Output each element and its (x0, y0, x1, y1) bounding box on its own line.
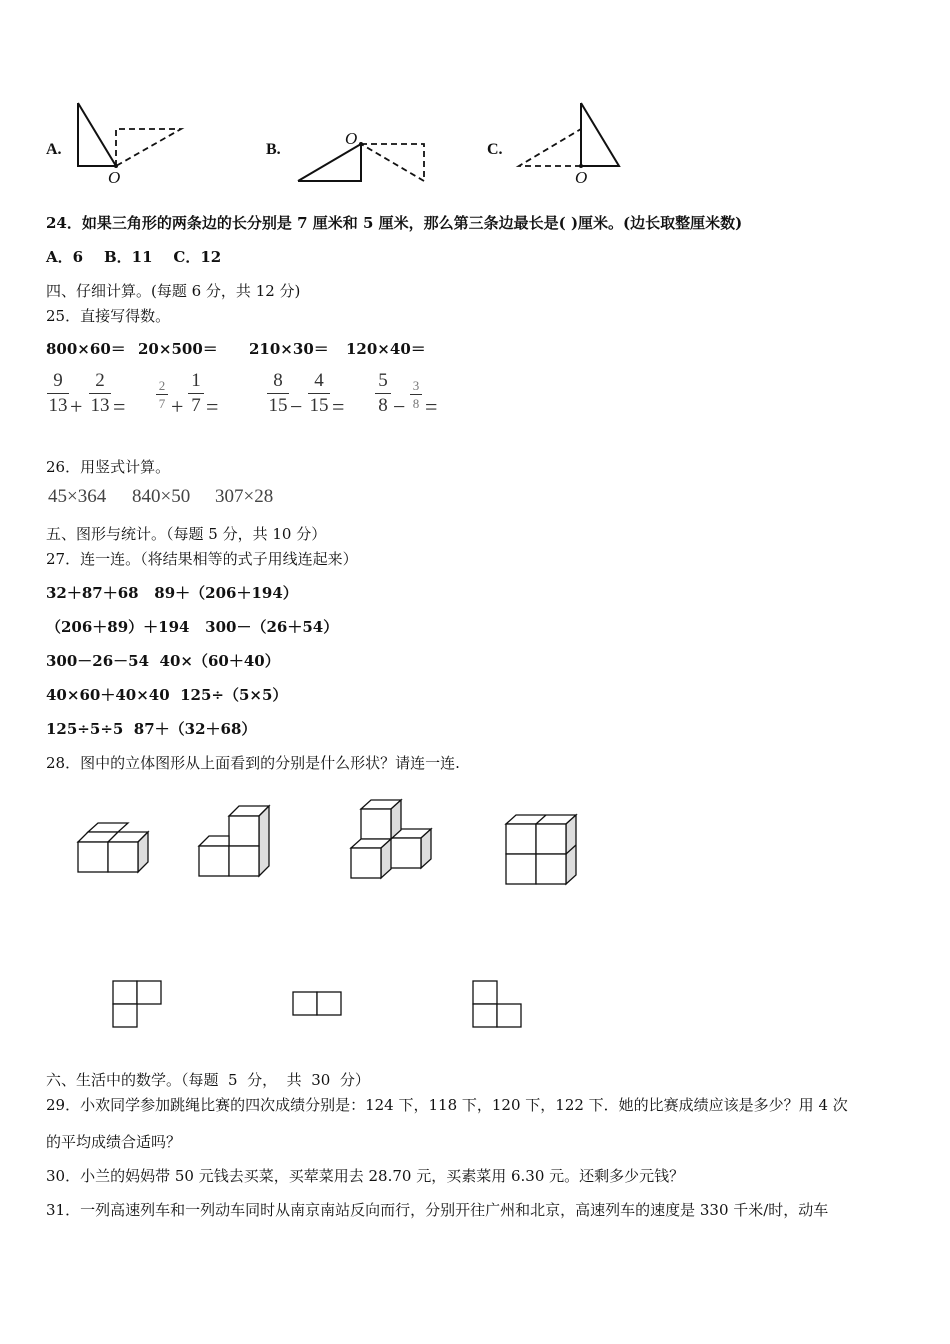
q27-row-2: （206＋89）＋194 300－（26＋54） (46, 618, 339, 636)
option-a-label: A. (46, 141, 62, 158)
fraction-1-7: 1 7 (188, 370, 204, 417)
minus-operator: − (393, 394, 406, 419)
q28-title: 28．图中的立体图形从上面看到的分别是什么形状？请连一连. (46, 754, 460, 772)
q27-row-3: 300－26－54 40×（60＋40） (46, 652, 280, 670)
section4-heading: 四、仔细计算。(每题 6 分，共 12 分) (46, 282, 301, 300)
q26-item-3: 307×28 (215, 486, 274, 507)
plus-operator: + (171, 394, 184, 419)
section5-heading: 五、图形与统计。（每题 5 分，共 10 分） (46, 525, 327, 543)
fraction-4-15: 4 15 (309, 370, 329, 416)
q25-title: 25．直接写得数。 (46, 307, 171, 325)
q29-line-2: 的平均成绩合适吗？ (46, 1133, 182, 1151)
q24-options: A．6 B．11 C．12 (46, 248, 222, 266)
q31-text: 31．一列高速列车和一列动车同时从南京南站反向而行，分别开往广州和北京，高速列车的速度是 330 千米/时，动车 (46, 1201, 829, 1219)
option-c-label: C. (487, 141, 503, 158)
equals-sign: = (206, 394, 219, 419)
minus-operator: − (290, 394, 303, 419)
q30-text: 30．小兰的妈妈带 50 元钱去买菜，买荤菜用去 28.70 元，买素菜用 6.30 元。还剩多少元钱？ (46, 1167, 685, 1185)
q26-item-1: 45×364 (48, 486, 107, 507)
q29-line-1: 29．小欢同学参加跳绳比赛的四次成绩分别是：124 下，118 下，120 下，122 下．她的比赛成绩应该是多少？用 4 次 (46, 1096, 848, 1114)
q27-row-1: 32＋87＋68 89＋（206＋194） (46, 584, 298, 602)
q24-text: 24．如果三角形的两条边的长分别是 7 厘米和 5 厘米，那么第三条边最长是( )厘米。(边长取整厘米数) (46, 214, 743, 232)
equals-sign: = (332, 394, 345, 419)
option-b-label: B. (266, 141, 281, 158)
q25-item-4: 120×40＝ (346, 340, 426, 358)
q26-item-2: 840×50 (132, 486, 191, 507)
q27-row-4: 40×60＋40×40 125÷（5×5） (46, 686, 288, 704)
equals-sign: = (113, 394, 126, 419)
q27-row-5: 125÷5÷5 87＋（32＋68） (46, 720, 257, 738)
q26-title: 26．用竖式计算。 (46, 458, 171, 476)
fraction-8-15: 8 15 (268, 370, 288, 416)
section6-heading: 六、生活中的数学。（每题 5 分， 共 30 分） (46, 1071, 370, 1089)
origin-label-b: O (345, 129, 358, 148)
fraction-3-8: 3 8 (410, 378, 422, 411)
fraction-9-13: 9 13 (48, 370, 68, 416)
origin-label-a: O (108, 168, 121, 187)
fraction-2-13: 2 13 (90, 370, 110, 416)
plus-operator: + (70, 394, 83, 419)
equals-sign: = (425, 394, 438, 419)
q25-item-1: 800×60＝ (46, 340, 126, 358)
q27-title: 27．连一连。（将结果相等的式子用线连起来） (46, 550, 358, 568)
origin-label-c: O (575, 168, 588, 187)
fraction-5-8: 5 8 (375, 370, 391, 417)
q25-item-2: 20×500＝ (138, 340, 218, 358)
fraction-2-7: 2 7 (156, 378, 168, 411)
q25-item-3: 210×30＝ (249, 340, 329, 358)
